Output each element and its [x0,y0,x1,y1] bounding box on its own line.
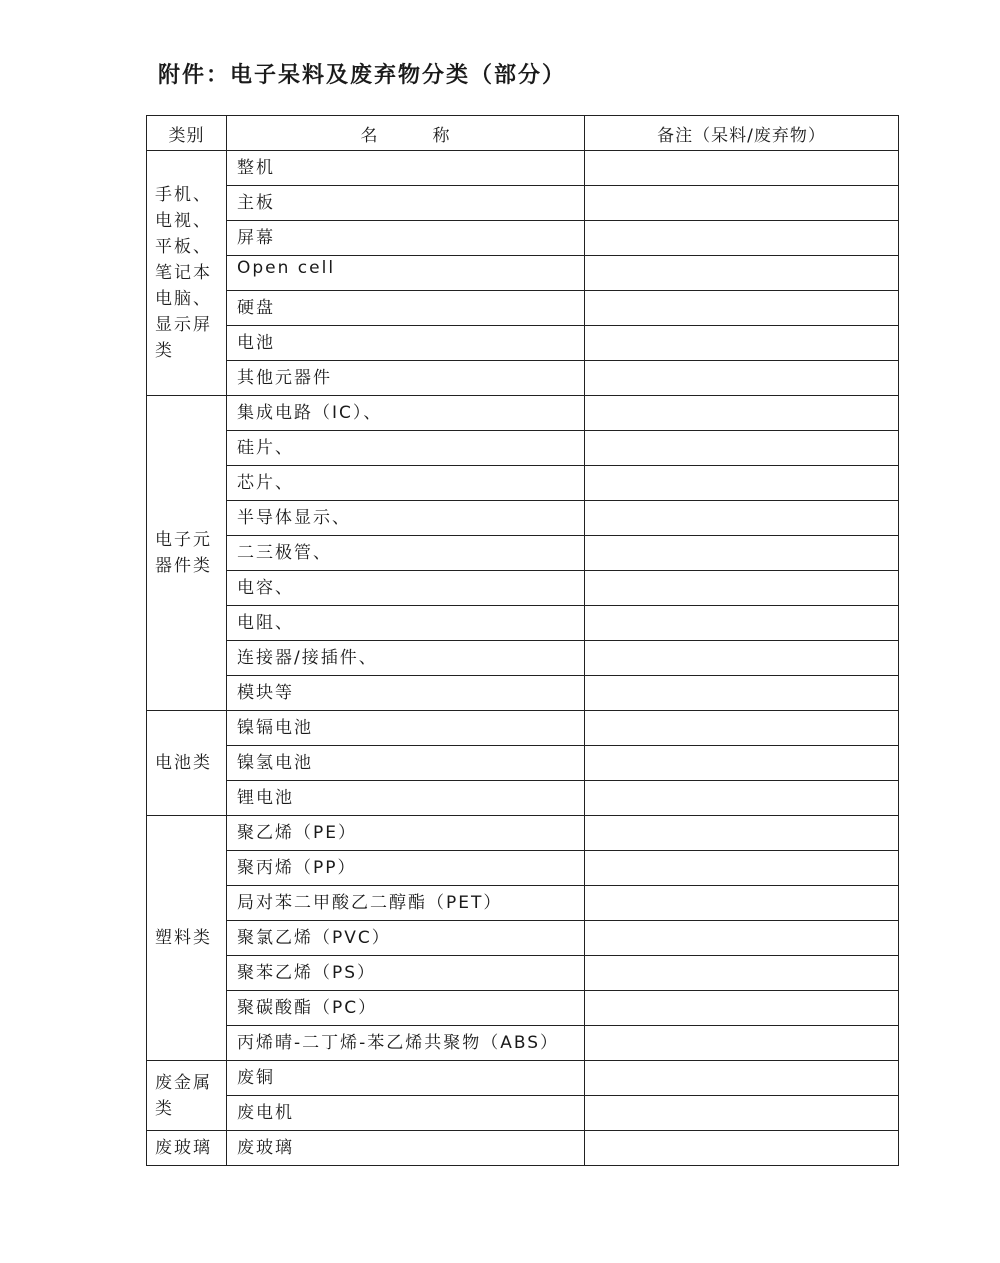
table-row [147,991,899,1026]
item-name-cell: 聚苯乙烯（PS） [227,956,585,991]
table-row [147,326,899,361]
item-name-cell: 芯片、 [227,466,585,501]
table-row [147,746,899,781]
item-name-cell: 镍镉电池 [227,711,585,746]
note-cell [585,921,899,956]
item-name-cell: 废铜 [227,1061,585,1096]
table-row [147,291,899,326]
note-cell [585,956,899,991]
item-name-cell: 聚乙烯（PE） [227,816,585,851]
item-name-cell: 电池 [227,326,585,361]
table-row [147,606,899,641]
note-cell [585,676,899,711]
note-cell [585,571,899,606]
note-cell [585,711,899,746]
note-cell [585,1131,899,1166]
header-row [147,116,899,151]
category-cell: 电子元器件类 [147,396,227,711]
table-row [147,1026,899,1061]
note-cell [585,746,899,781]
item-name-cell: 电阻、 [227,606,585,641]
item-name-cell: 电容、 [227,571,585,606]
table-row [147,851,899,886]
item-name-cell: 集成电路（IC）、 [227,396,585,431]
header-note: 备注（呆料/废弃物） [585,116,899,151]
category-cell: 废金属类 [147,1061,227,1131]
item-name-cell: 整机 [227,151,585,186]
note-cell [585,396,899,431]
table-row [147,1096,899,1131]
item-name-cell: 聚氯乙烯（PVC） [227,921,585,956]
note-cell [585,781,899,816]
note-cell [585,536,899,571]
item-name-cell: 硬盘 [227,291,585,326]
note-cell [585,186,899,221]
note-cell [585,816,899,851]
table-row [147,186,899,221]
note-cell [585,1061,899,1096]
table-row [147,571,899,606]
table-row [147,921,899,956]
note-cell [585,326,899,361]
table-row [147,221,899,256]
note-cell [585,431,899,466]
table-row [147,1061,899,1096]
table-row [147,676,899,711]
item-name-cell: 半导体显示、 [227,501,585,536]
item-name-cell: 硅片、 [227,431,585,466]
table-row [147,886,899,921]
note-cell [585,501,899,536]
item-name-cell: 主板 [227,186,585,221]
note-cell [585,151,899,186]
table-row [147,431,899,466]
table-row [147,466,899,501]
table-row [147,361,899,396]
table-row [147,396,899,431]
table-row [147,536,899,571]
item-name-cell: 聚丙烯（PP） [227,851,585,886]
table-row [147,956,899,991]
item-name-cell: 镍氢电池 [227,746,585,781]
item-name-cell: 聚碳酸酯（PC） [227,991,585,1026]
note-cell [585,221,899,256]
item-name-cell: Open cell [227,256,585,291]
note-cell [585,466,899,501]
category-cell: 电池类 [147,711,227,816]
item-name-cell: 连接器/接插件、 [227,641,585,676]
item-name-cell: 屏幕 [227,221,585,256]
item-name-cell: 局对苯二甲酸乙二醇酯（PET） [227,886,585,921]
table-row [147,816,899,851]
table-body [147,151,899,1166]
item-name-cell: 废玻璃 [227,1131,585,1166]
note-cell [585,606,899,641]
note-cell [585,291,899,326]
note-cell [585,1096,899,1131]
item-name-cell: 二三极管、 [227,536,585,571]
item-name-cell: 丙烯晴-二丁烯-苯乙烯共聚物（ABS） [227,1026,585,1061]
item-name-cell: 模块等 [227,676,585,711]
header-name: 名 称 [227,116,585,151]
note-cell [585,851,899,886]
table-row [147,256,899,291]
item-name-cell: 废电机 [227,1096,585,1131]
note-cell [585,256,899,291]
category-cell: 手机、电视、平板、笔记本电脑、显示屏类 [147,151,227,396]
note-cell [585,1026,899,1061]
table-row [147,501,899,536]
note-cell [585,361,899,396]
note-cell [585,886,899,921]
item-name-cell: 其他元器件 [227,361,585,396]
table-row [147,151,899,186]
table-row [147,1131,899,1166]
table-row [147,781,899,816]
category-cell: 塑料类 [147,816,227,1061]
classification-table [146,115,899,1166]
table-row [147,711,899,746]
category-cell: 废玻璃 [147,1131,227,1166]
item-name-cell: 锂电池 [227,781,585,816]
table-row [147,641,899,676]
header-category: 类别 [147,116,227,151]
note-cell [585,641,899,676]
page-title: 附件：电子呆料及废弃物分类（部分） [158,63,567,88]
note-cell [585,991,899,1026]
